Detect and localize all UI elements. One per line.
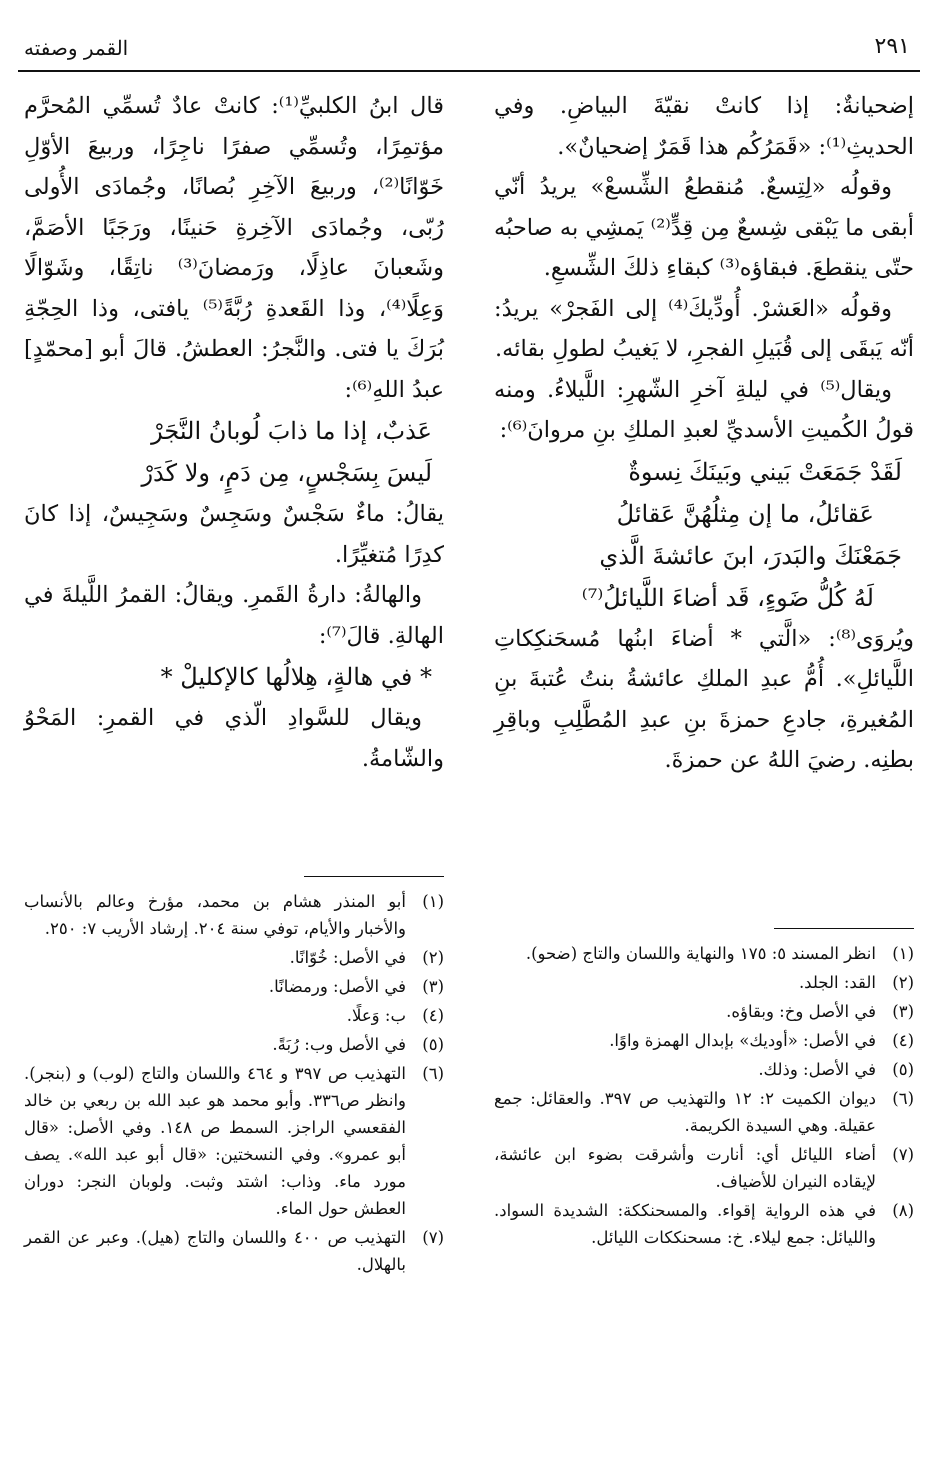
footnote-number: (٣) <box>422 977 444 996</box>
paragraph: قال ابنُ الكلبيِّ⁽¹⁾: كانتْ عادٌ تُسمِّي المُحرَّم مؤتمِرًا، وتُسمِّي صفرًا ناجِرًا، وربيعَ الأوّلِ خَوّانًا⁽²⁾، وربيعَ الآخِرِ بُصانًا، وجُمادَى الأُولى رُبّى، وجُمادَى الآخِرةِ حَنينًا، ورَجَبًا الأصَمَّ، وشَعبانَ عاذِلًا، ورَمضانَ⁽³⁾ ناتِقًا، وشَوّالًا وَعِلًا⁽⁴⁾، وذا القَعدةِ رُبَّةً⁽⁵⁾ يافتى، وذا الحِجّةِ بُرَكَ يا فتى. والنَّجرُ: العطشُ. قالَ أبو [محمّدٍ] عبدُ اللهِ⁽⁶⁾: <box>24 93 444 403</box>
footnote-number: (٦) <box>422 1064 444 1083</box>
footnote-text: في هذه الرواية إقواء. والمسحنككة: الشديدة السواد. والليائل: جمع ليلاء. خ: مسحنككات الليائل. <box>494 1201 876 1247</box>
footnote-text: في الأصل: ورمضانًا. <box>268 977 406 996</box>
footnote-number: (٣) <box>892 1002 914 1021</box>
footnote-rule <box>774 928 914 929</box>
footnote <box>24 1002 444 1029</box>
paragraph: ويقال للسَّوادِ الّذي في القمرِ: المَحْوُ والشّامةُ. <box>24 705 444 772</box>
footnote-number: (٦) <box>892 1089 914 1108</box>
footnotes-right <box>494 940 914 1253</box>
footnote-text: ب: وَعلًا. <box>346 1006 406 1025</box>
footnote-text: في الأصل وخ: وبقاؤه. <box>726 1002 876 1021</box>
paragraph: وقولُه «لِتِسعٌ. مُنقطعُ الشِّسعْ» يريدُ أنّي أبقى ما يَبْقى شِسعٌ مِن قِدٍّ⁽²⁾ يَمشِي به صاحبُه حتّى ينقطعَ. فبقاؤه⁽³⁾ كبقاءِ ذلكَ الشِّسعِ. <box>494 174 914 281</box>
paragraph: ويقال⁽⁵⁾ في ليلةِ آخرِ الشّهرِ: اللَّيلاءُ. ومنه قولُ الكُميتِ الأسديِّ لعبدِ الملكِ بنِ مروانَ⁽⁶⁾: <box>494 376 914 443</box>
footnote-text: القد: الجلد. <box>798 973 876 992</box>
footnote-text: في الأصل وب: رُبَةً. <box>272 1035 406 1054</box>
paragraph: إضحيانةٌ: إذا كانتْ نقيّةَ البياضِ. وفي الحديثِ⁽¹⁾: «قَمَرُكُم هذا قَمَرٌ إضحيانٌ». <box>494 93 914 160</box>
footnote-text: في الأصل: «أوديك» بإبدال الهمزة واوًا. <box>609 1031 876 1050</box>
verse-line: * في هالةٍ، هِلالُها كالإكليلْ * <box>160 663 432 691</box>
page-number: ٢٩١ <box>874 34 910 59</box>
footnote-text: أبو المنذر هشام بن محمد، مؤرخ وعالم بالأنساب والأخبار والأيام، توفي سنة ٢٠٤. إرشاد الأريب ٧: ٢٥٠. <box>24 892 406 938</box>
paragraph: والهالةُ: دارةُ القَمرِ. ويقالُ: القمرُ اللَّيلةَ في الهالةِ. قالَ⁽⁷⁾: <box>24 582 444 649</box>
footnote-number: (١) <box>422 892 444 911</box>
footnote <box>494 998 914 1025</box>
footnote <box>494 969 914 996</box>
footnote-rule <box>304 876 444 877</box>
footnotes-left <box>24 888 444 1280</box>
verse-line: لَقَدْ جَمَعَتْ بَيني وبَينَكَ نِسوةٌ <box>628 457 902 486</box>
right-column <box>494 86 914 781</box>
page-header <box>18 28 920 64</box>
footnote <box>24 1060 444 1222</box>
footnote-text: التهذيب ص ٤٠٠ واللسان والتاج (هيل). وعبر عن القمر بالهلال. <box>24 1228 406 1274</box>
footnote-text: التهذيب ص ٣٩٧ و ٤٦٤ واللسان والتاج (لوب) و (بنجر). وانظر ص٣٣٦. وأبو محمد هو عبد الله بن ربعي بن خالد الفقعسي الراجز. السمط ص ١٤٨. وفي الأصل: «قال أبو عمرو». وفي النسختين: «قال أبو عبد الله». يصف مورد ماء. وذاب: اشتد وثبت. ولوبان النجر: دوران العطش حول الماء. <box>24 1064 407 1218</box>
paragraph: يقالُ: ماءٌ سَجْسٌ وسَجِسٌ وسَجِيسٌ، إذا كانَ كدِرًا مُتغيِّرًا. <box>24 501 444 568</box>
footnote <box>494 940 914 967</box>
footnote-text: في الأصل: خُوّانًا. <box>289 948 406 967</box>
footnote <box>24 1224 444 1278</box>
footnote <box>24 973 444 1000</box>
footnote-number: (٤) <box>422 1006 444 1025</box>
footnote-text: أضاء الليائل أي: أنارت وأشرقت بضوء ابن عائشة، لإيقاده النيران للأضياف. <box>494 1145 876 1191</box>
footnote-number: (٥) <box>892 1060 914 1079</box>
header-rule <box>18 70 920 72</box>
verse-line: عَقائلُ، ما إن مِثلُهُنَّ عَقائلُ <box>616 499 874 528</box>
footnote-number: (٧) <box>422 1228 444 1247</box>
footnote-number: (٥) <box>422 1035 444 1054</box>
paragraph: ويُروَى⁽⁸⁾: «الَّتي * أضاءَ ابنُها مُسحَنكِكاتِ اللَّيائلِ». أُمُّ عبدِ الملكِ عائشةُ بنتُ عُتبةَ بنِ المُغيرةِ، جادعِ حمزةَ بنِ عبدِ المُطَّلِبِ وباقِرِ بطنِه. رضيَ اللهُ عن حمزةَ. <box>494 625 914 773</box>
footnote-text: انظر المسند ٥: ١٧٥ والنهاية واللسان والتاج (ضحو). <box>525 944 876 963</box>
footnote <box>24 888 444 942</box>
verse-line: جَمَعْنَكَ والبَدرَ، ابنَ عائشةَ الَّذي <box>599 541 902 570</box>
footnote-number: (٢) <box>892 973 914 992</box>
footnote-text: في الأصل: وذلك. <box>758 1060 876 1079</box>
footnote <box>24 944 444 971</box>
left-column <box>24 86 444 779</box>
footnote <box>494 1085 914 1139</box>
footnote <box>24 1031 444 1058</box>
footnote <box>494 1056 914 1083</box>
footnote-number: (١) <box>892 944 914 963</box>
verse-line: لَيسَ بِسَجْسٍ، مِن دَمٍ، ولا كَدَرْ <box>141 459 432 487</box>
footnote-number: (٧) <box>892 1145 914 1164</box>
book-page <box>18 28 920 1448</box>
footnote <box>494 1027 914 1054</box>
verse-line: عَذبٌ، إذا ما ذابَ لُوبانُ النَّجَرْ <box>151 417 432 445</box>
footnote-number: (٨) <box>892 1201 914 1220</box>
footnote <box>494 1197 914 1251</box>
running-title: القمر وصفته <box>24 36 129 60</box>
footnote-text: ديوان الكميت ٢: ١٢ والتهذيب ص ٣٩٧. والعقائل: جمع عقيلة. وهي السيدة الكريمة. <box>494 1089 876 1135</box>
footnote-number: (٤) <box>892 1031 914 1050</box>
verse-line: لَهُ كُلُّ ضَوءٍ، قَد أضاءَ اللَّيائلُ⁽⁷⁾ <box>581 583 874 612</box>
paragraph: وقولُه «العَشرْ. أُودِّيكَ⁽⁴⁾ إلى الفَجرْ» يريدُ: أنّه يَبقَى إلى قُبَيلِ الفجرِ، لا يَغيبُ لطولِ بقائه. <box>494 295 914 362</box>
footnote-number: (٢) <box>422 948 444 967</box>
footnote <box>494 1141 914 1195</box>
